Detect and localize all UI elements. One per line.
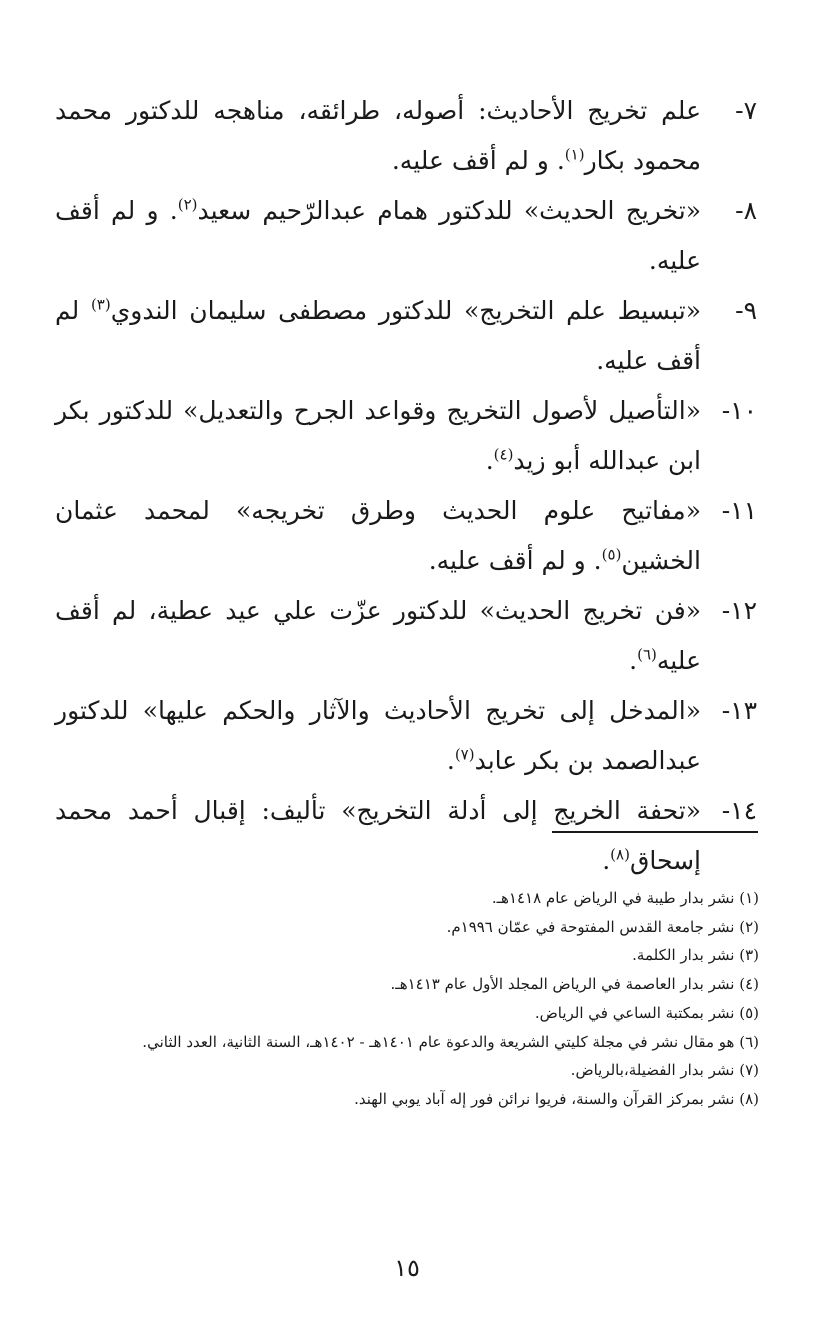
footnote: (٥) نشر بمكتبة الساعي في الرياض.	[534, 1003, 759, 1022]
list-item	[55, 386, 757, 486]
footnote-ref: (١)	[564, 145, 585, 164]
list-item	[55, 286, 757, 386]
item-text: «التأصيل لأصول التخريج وقواعد الجرح والتعديل» للدكتور بكر ابن عبدالله أبو زيد	[55, 396, 701, 475]
item-number: ٩-	[735, 296, 757, 325]
footnote: (٢) نشر جامعة القدس المفتوحة في عمّان ١٩٩٦م.	[446, 917, 759, 936]
item-text: «تبسيط علم التخريج» للدكتور مصطفى سليمان الندوي	[110, 296, 701, 325]
footnote: (٨) نشر بمركز القرآن والسنة، فريوا نرائن فور إله آباد يوبي الهند.	[354, 1089, 759, 1108]
footnote: (٧) نشر بدار الفضيلة،بالرياض.	[570, 1061, 759, 1080]
item-tail: .	[485, 446, 494, 475]
item-tail: . و لم أقف عليه.	[55, 196, 701, 275]
item-number: ١١-	[721, 496, 757, 525]
list-item	[55, 686, 757, 786]
item-number: ٧-	[735, 96, 757, 125]
item-tail: .	[602, 846, 611, 875]
item-number: ١٠-	[721, 396, 757, 425]
footnote-ref: (٤)	[493, 445, 514, 464]
footnote-ref: (٣)	[90, 295, 111, 314]
page-number: ١٥	[394, 1254, 420, 1282]
item-text: «تحفة الخريج إلى أدلة التخريج» تأليف: إقبال أحمد محمد إسحاق	[55, 796, 701, 875]
item-number: ٨-	[735, 196, 757, 225]
footnote: (٤) نشر بدار العاصمة في الرياض المجلد الأول عام ١٤١٣هـ.	[390, 975, 759, 994]
footnote-ref: (٥)	[601, 545, 622, 564]
item-text: علم تخريج الأحاديث: أصوله، طرائقه، مناهجه للدكتور محمد محمود بكار	[55, 96, 701, 175]
footnote-ref: (٧)	[454, 745, 475, 764]
list-item	[55, 486, 757, 586]
list-item	[55, 786, 757, 886]
footnotes	[55, 884, 759, 1114]
item-number: ١٢-	[721, 596, 757, 625]
item-tail: .	[629, 646, 638, 675]
item-tail: . و لم أقف عليه.	[428, 546, 602, 575]
footnote: (٣) نشر بدار الكلمة.	[632, 946, 759, 965]
footnote-separator	[552, 831, 758, 833]
item-text: «مفاتيح علوم الحديث وطرق تخريجه» لمحمد عثمان الخشين	[55, 496, 701, 575]
list-item	[55, 186, 757, 286]
footnote: (١) نشر بدار طيبة في الرياض عام ١٤١٨هـ.	[491, 889, 759, 907]
item-number: ١٣-	[721, 696, 757, 725]
item-text: «فن تخريج الحديث» للدكتور عزّت علي عيد عطية، لم أقف عليه	[55, 596, 701, 675]
list-item	[55, 86, 757, 186]
bibliography-list	[55, 86, 757, 886]
item-tail: لم أقف عليه.	[55, 296, 701, 375]
item-text: «تخريج الحديث» للدكتور همام عبدالرّحيم سعيد	[197, 196, 701, 225]
item-tail: .	[446, 746, 455, 775]
footnote-ref: (٨)	[610, 845, 630, 864]
item-tail: . و لم أقف عليه.	[391, 146, 565, 175]
footnote: (٦) هو مقال نشر في مجلة كليتي الشريعة والدعوة عام ١٤٠١هـ - ١٤٠٢هـ، السنة الثانية، العدد الثاني.	[142, 1032, 759, 1051]
footnote-ref: (٢)	[177, 195, 198, 214]
list-item	[55, 586, 757, 686]
item-text: «المدخل إلى تخريج الأحاديث والآثار والحكم عليها» للدكتور عبدالصمد بن بكر عابد	[55, 696, 701, 775]
item-number: ١٤-	[721, 796, 757, 825]
footnote-ref: (٦)	[637, 645, 657, 664]
